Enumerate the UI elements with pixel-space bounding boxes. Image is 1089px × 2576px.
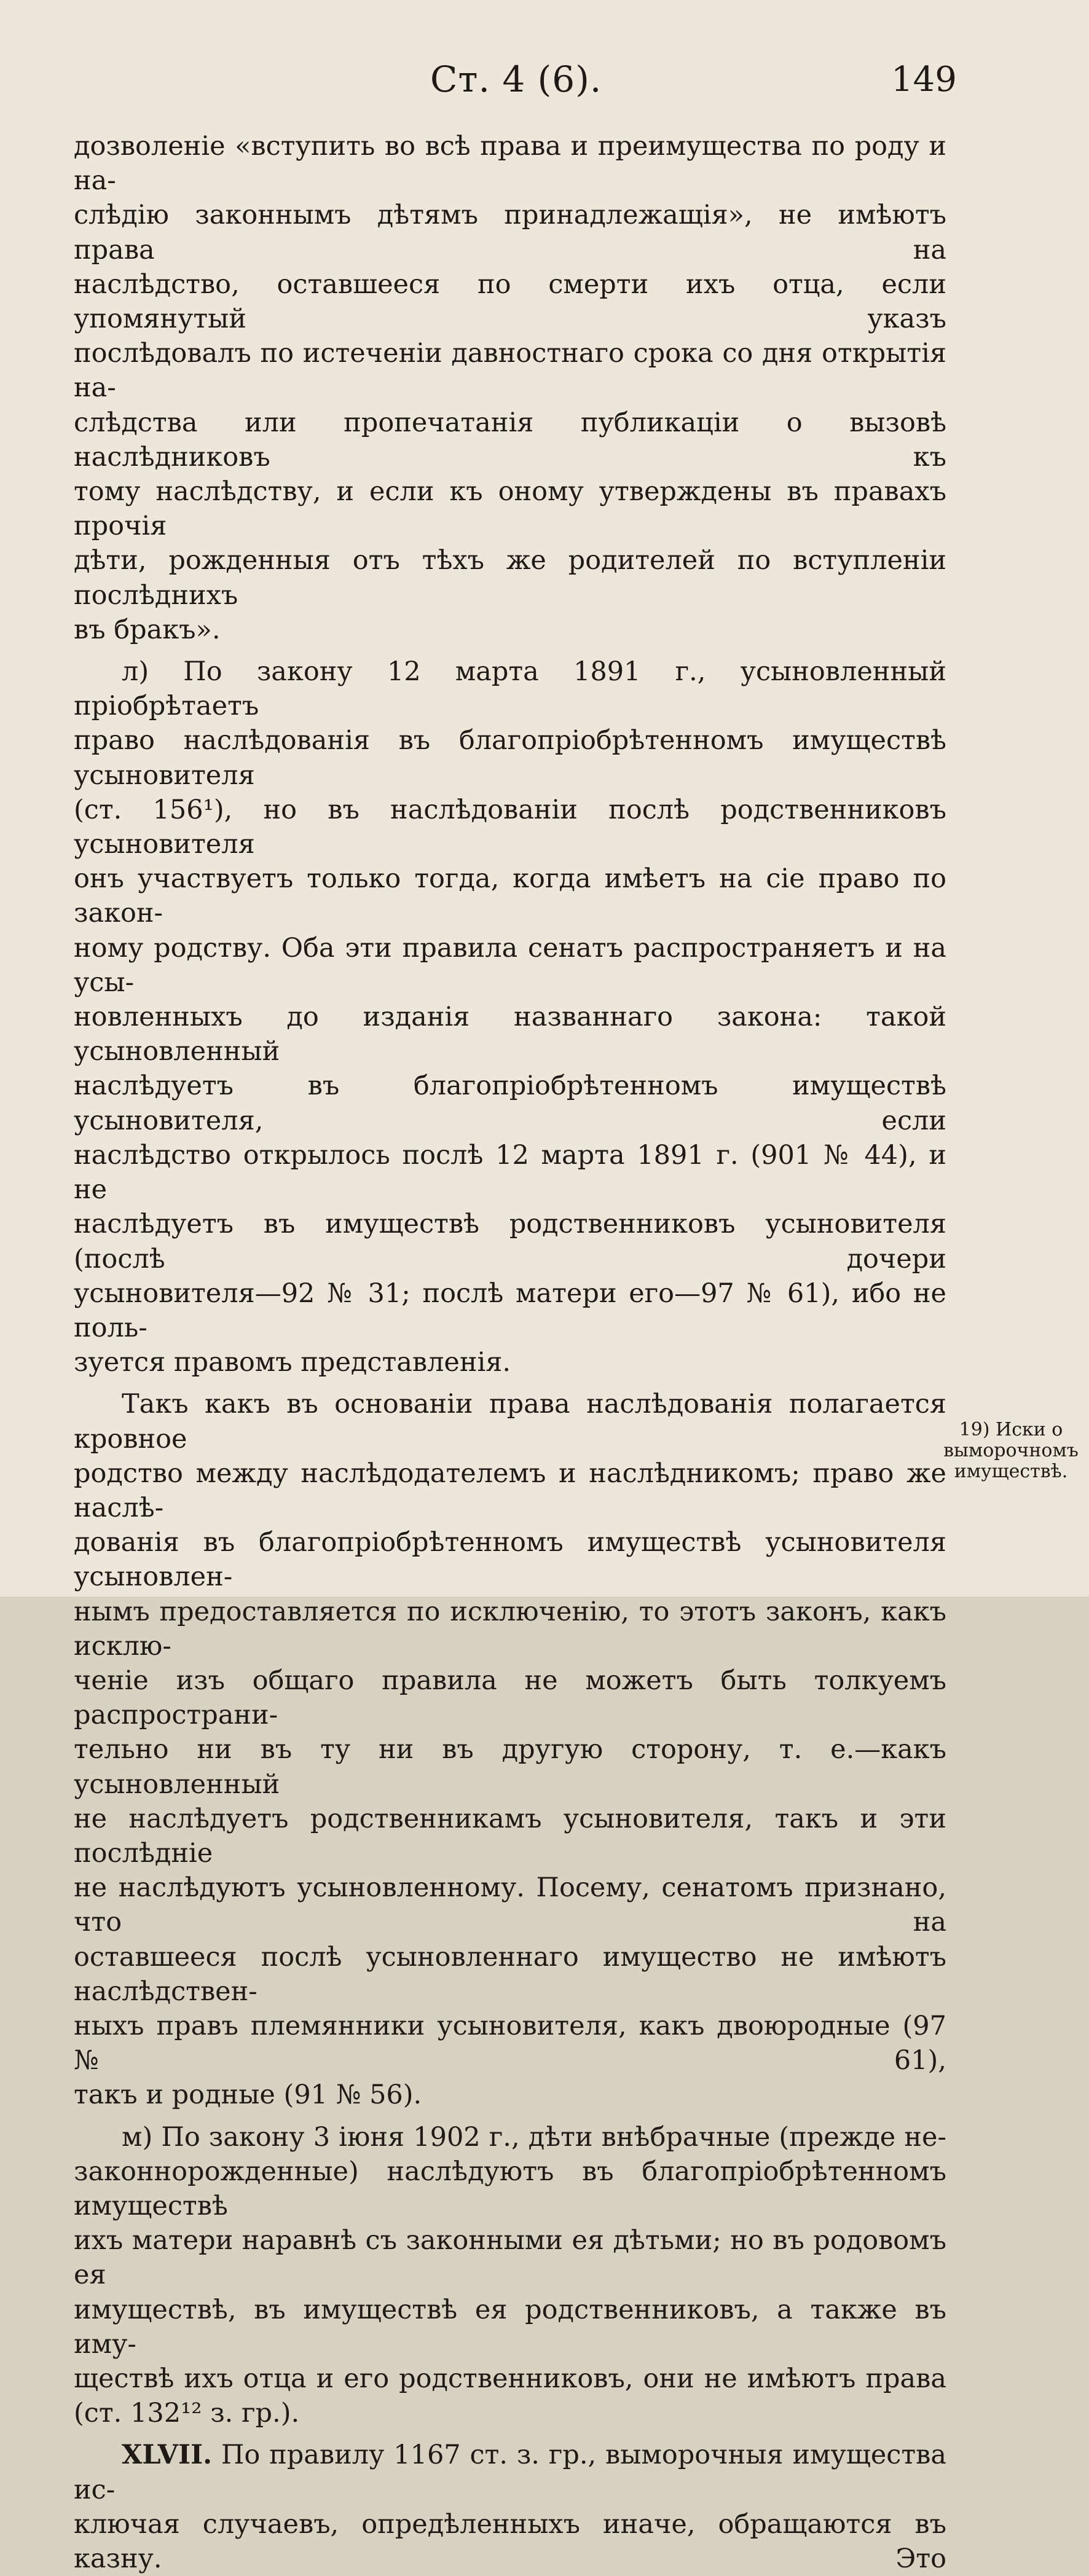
text-line: наслѣдуетъ въ благопріобрѣтенномъ имуществѣ усыновителя, если: [74, 1070, 946, 1136]
text-line: ныхъ правъ племянники усыновителя, какъ двоюродные (97 № 61),: [74, 2010, 946, 2076]
text-line: ществѣ ихъ отца и его родственниковъ, они не имѣютъ права: [74, 2363, 946, 2394]
text-line: тому наслѣдству, и если къ оному утверждены въ правахъ прочія: [74, 476, 946, 542]
text-line: въ бракъ».: [74, 614, 221, 645]
text-line: не наслѣдуютъ усыновленному. Посему, сенатомъ признано, что на: [74, 1872, 946, 1938]
text-line: дованія въ благопріобрѣтенномъ имуществѣ усыновителя усыновлен-: [74, 1527, 946, 1593]
text-line: оставшееся послѣ усыновленнаго имущество не имѣютъ наслѣдствен-: [74, 1941, 946, 2007]
text-line: ному родству. Оба эти правила сенатъ распространяетъ и на усы-: [74, 932, 946, 998]
margin-note: [940, 1420, 1082, 1482]
body-text: [74, 129, 946, 2576]
text-line: дѣти, рожденныя отъ тѣхъ же родителей по вступленіи послѣднихъ: [74, 545, 946, 611]
margin-note-line: 19) Иски о: [959, 1419, 1063, 1440]
text-line: наслѣдство, оставшееся по смерти ихъ отца, если упомянутый указъ: [74, 269, 946, 335]
text-line: дозволеніе «вступить во всѣ права и преимущества по роду и на-: [74, 131, 946, 197]
text-line: не наслѣдуетъ родственникамъ усыновителя, такъ и эти послѣдніе: [74, 1803, 946, 1869]
margin-note-line: имуществѣ.: [954, 1461, 1068, 1482]
text-line: (ст. 156¹), но въ наслѣдованіи послѣ родственниковъ усыновителя: [74, 794, 946, 860]
running-head: Ст. 4 (6).: [430, 58, 602, 100]
text-line: наслѣдуетъ въ имуществѣ родственниковъ усыновителя (послѣ дочери: [74, 1209, 946, 1274]
page-number: 149: [891, 60, 957, 100]
text-line: ключая случаевъ, опредѣленныхъ иначе, обращаются въ казну. Это: [74, 2508, 946, 2575]
text-line: законнорожденные) наслѣдуютъ въ благопріобрѣтенномъ имуществѣ: [74, 2156, 946, 2221]
page-header: [0, 58, 1089, 108]
paragraph-l-first-line: л) По закону 12 марта 1891 г., усыновленный пріобрѣтаетъ: [74, 656, 946, 722]
text-line: имуществѣ, въ имуществѣ ея родственниковъ, а также въ иму-: [74, 2294, 946, 2360]
section-numeral: XLVII.: [122, 2440, 213, 2471]
text-line: онъ участвуетъ только тогда, когда имѣетъ на сіе право по закон-: [74, 863, 946, 929]
text-line: новленныхъ до изданія названнаго закона: такой усыновленный: [74, 1002, 946, 1067]
text-line: тельно ни въ ту ни въ другую сторону, т. е.—какъ усыновленный: [74, 1734, 946, 1800]
section-xlvii-first-line: [74, 2438, 946, 2507]
text-line: (ст. 132¹² з. гр.).: [74, 2398, 300, 2429]
text-line: ихъ матери наравнѣ съ законными ея дѣтьми; но въ родовомъ ея: [74, 2225, 946, 2291]
paragraph-m-first-line: м) По закону 3 іюня 1902 г., дѣти внѣбрачные (прежде не-: [122, 2121, 946, 2153]
text-line: слѣдію законнымъ дѣтямъ принадлежащія», не имѣютъ права на: [74, 200, 946, 265]
text-line: усыновителя—92 № 31; послѣ матери его—97 № 61), ибо не поль-: [74, 1278, 946, 1343]
text-line: родство между наслѣдодателемъ и наслѣдникомъ; право же наслѣ-: [74, 1458, 946, 1523]
text-line: ченіе изъ общаго правила не можетъ быть толкуемъ распространи-: [74, 1665, 946, 1731]
text-line: слѣдства или пропечатанія публикаціи о вызовѣ наслѣдниковъ къ: [74, 407, 946, 473]
text-line: такъ и родные (91 № 56).: [74, 2079, 422, 2111]
text-line: наслѣдство открылось послѣ 12 марта 1891 г. (901 № 44), и не: [74, 1139, 946, 1206]
text-line: послѣдовалъ по истеченіи давностнаго срока со дня открытія на-: [74, 338, 946, 404]
text-line: зуется правомъ представленія.: [74, 1347, 511, 1378]
text-line: нымъ предоставляется по исключенію, то этотъ законъ, какъ исклю-: [74, 1596, 946, 1662]
section-first-line-text: По правилу 1167 ст. з. гр., выморочныя имущества ис-: [74, 2440, 946, 2505]
paragraph-tak-first-line: Такъ какъ въ основаніи права наслѣдованія полагается кровное: [74, 1389, 946, 1455]
margin-note-line: выморочномъ: [943, 1440, 1079, 1461]
text-line: право наслѣдованія въ благопріобрѣтенномъ имуществѣ усыновителя: [74, 725, 946, 791]
